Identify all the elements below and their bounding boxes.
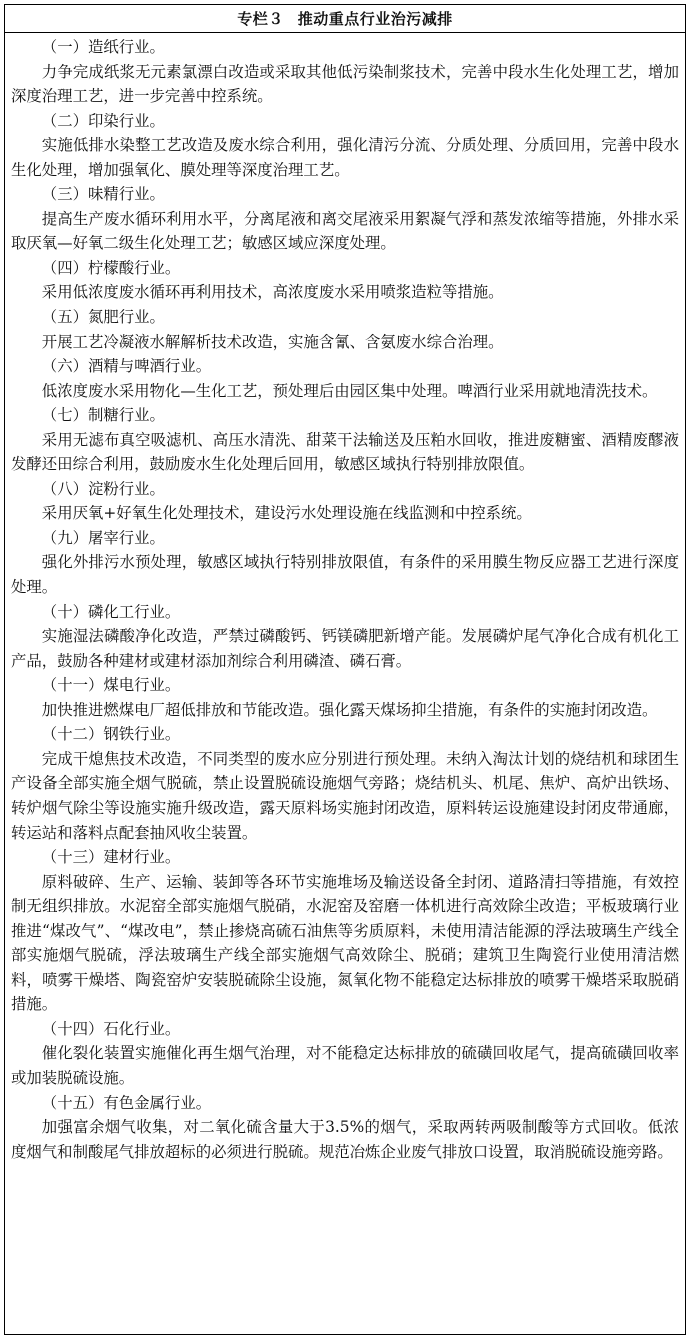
section-title: （一）造纸行业。: [41, 38, 165, 56]
section-body: 催化裂化装置实施催化再生烟气治理，对不能稳定达标排放的硫磺回收尾气，提高硫磺回收率或加装脱硫设施。: [11, 1044, 679, 1087]
section-title: （九）屠宰行业。: [41, 528, 165, 547]
section-body: 加强富余烟气收集，对二氧化硫含量大于3.5%的烟气，采取两转两吸制酸等方式回收。低浓度烟气和制酸尾气排放超标的必须进行脱硫。规范冶炼企业废气排放口设置，取消脱硫设施旁路。: [11, 1118, 679, 1161]
section-body: 实施低排水染整工艺改造及废水综合利用，强化清污分流、分质处理、分质回用，完善中段水生化处理，增加强氧化、膜处理等深度治理工艺。: [11, 136, 679, 179]
section-body: 采用无滤布真空吸滤机、高压水清洗、甜菜干法输送及压粕水回收，推进废糖蜜、酒精废醪液发酵还田综合利用，鼓励废水生化处理后回用，敏感区域执行特别排放限值。: [11, 430, 679, 474]
section-title: （十一）煤电行业。: [41, 676, 181, 695]
section-body: 低浓度废水采用物化—生化工艺，预处理后由园区集中处理。啤酒行业采用就地清洗技术。: [41, 381, 658, 400]
section-body: 提高生产废水循环利用水平，分离尾液和离交尾液采用絮凝气浮和蒸发浓缩等措施，外排水采取厌氧—好氧二级生化处理工艺；敏感区域应深度处理。: [11, 209, 679, 253]
section-title: （三）味精行业。: [41, 185, 165, 204]
section-title: （七）制糖行业。: [41, 406, 165, 425]
section-body: 原料破碎、生产、运输、装卸等各环节实施堆场及输送设备全封闭、道路清扫等措施，有效控制无组织排放。水泥窑全部实施烟气脱硝，水泥窑及窑磨一体机进行高效除尘改造；平板玻璃行业推进“煤改气”、“煤改电”，禁止掺烧高硫石油焦等劣质原料，未使用清洁能源的浮法玻璃生产线全部实施烟气脱硫，浮法玻璃生产线全部实施烟气高效除尘、脱硝；建筑卫生陶瓷行业使用清洁燃料，喷雾干燥塔、陶瓷窑炉安装脱硫除尘设施，氮氧化物不能稳定达标排放的喷雾干燥塔采取脱硝措施。: [11, 872, 679, 1014]
section-title: （十二）钢铁行业。: [41, 725, 181, 744]
section-title: （十）磷化工行业。: [41, 602, 181, 621]
section-title: （十三）建材行业。: [41, 848, 181, 867]
section-body: 开展工艺冷凝液水解解析技术改造，实施含氰、含氨废水综合治理。: [41, 332, 504, 351]
column-content: [5, 33, 685, 1164]
special-column-box: [4, 4, 686, 1335]
section-title: （五）氮肥行业。: [41, 308, 165, 327]
section-title: （二）印染行业。: [41, 111, 165, 130]
section-body: 力争完成纸浆无元素氯漂白改造或采取其他低污染制浆技术，完善中段水生化处理工艺，增加深度治理工艺，进一步完善中控系统。: [11, 62, 679, 106]
section-title: （六）酒精与啤酒行业。: [41, 357, 212, 376]
section-title: （四）柠檬酸行业。: [41, 258, 181, 277]
section-title: （十四）石化行业。: [41, 1019, 181, 1038]
section-body: 采用低浓度废水循环再利用技术，高浓度废水采用喷浆造粒等措施。: [41, 283, 504, 302]
column-label: 专栏３: [237, 10, 284, 28]
section-body: 强化外排污水预处理，敏感区域执行特别排放限值，有条件的采用膜生物反应器工艺进行深度处理。: [11, 553, 679, 597]
section-body: 加快推进燃煤电厂超低排放和节能改造。强化露天煤场抑尘措施，有条件的实施封闭改造。: [41, 700, 658, 719]
section-title: （十五）有色金属行业。: [41, 1093, 212, 1112]
column-title: 推动重点行业治污减排: [297, 10, 453, 28]
section-body: 实施湿法磷酸净化改造，严禁过磷酸钙、钙镁磷肥新增产能。发展磷炉尾气净化合成有机化工产品，鼓励各种建材或建材添加剂综合利用磷渣、磷石膏。: [11, 627, 679, 670]
section-title: （八）淀粉行业。: [41, 479, 165, 498]
section-body: 采用厌氧+好氧生化处理技术，建设污水处理设施在线监测和中控系统。: [41, 504, 532, 523]
section-body: 完成干熄焦技术改造，不同类型的废水应分别进行预处理。未纳入淘汰计划的烧结机和球团生产设备全部实施全烟气脱硫，禁止设置脱硫设施烟气旁路；烧结机头、机尾、焦炉、高炉出铁场、转炉烟气除尘等设施实施升级改造，露天原料场实施封闭改造，原料转运设施建设封闭皮带通廊，转运站和落料点配套抽风收尘装置。: [11, 749, 679, 842]
column-header: [5, 5, 685, 33]
